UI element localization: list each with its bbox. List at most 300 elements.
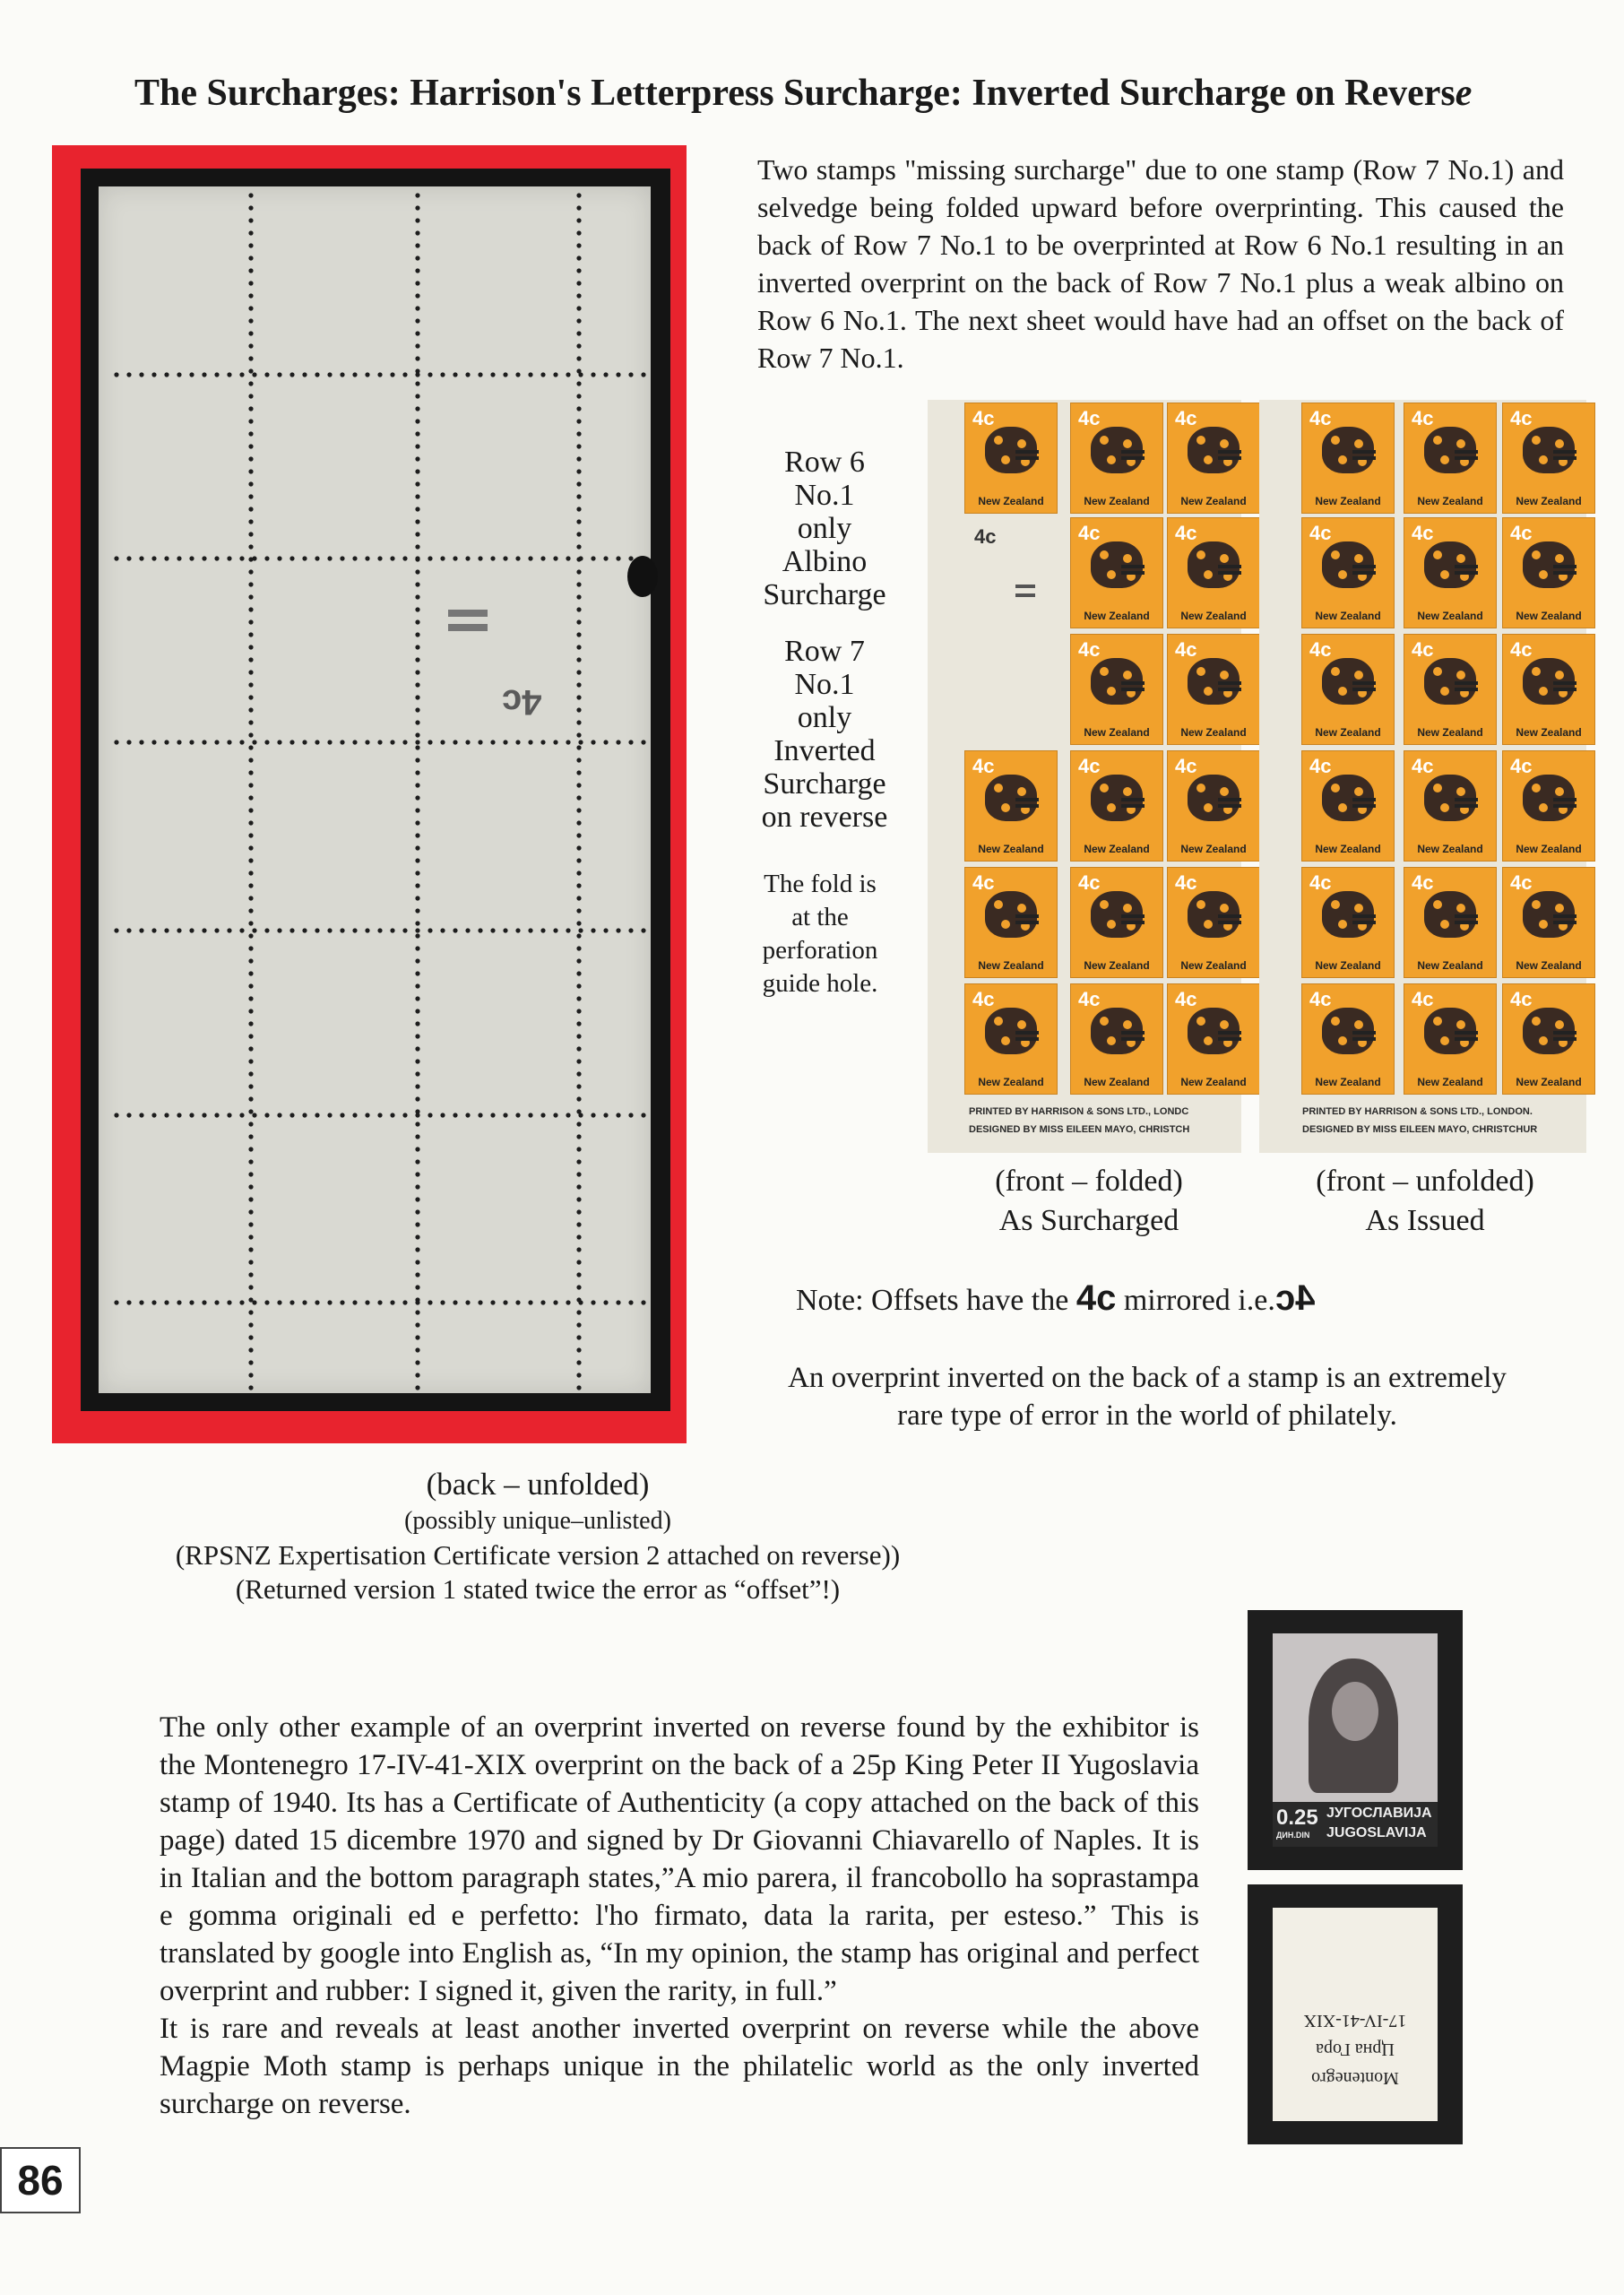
- perforation-dot: [415, 707, 419, 712]
- perforation-dot: [114, 740, 118, 744]
- perforation-dot: [302, 1113, 307, 1117]
- perforation-dot: [327, 556, 332, 560]
- surcharge-bars: [1352, 681, 1376, 685]
- perforation-dot: [576, 268, 581, 273]
- perforation-dot: [252, 740, 256, 744]
- caption-line: (Returned version 1 stated twice the error as “offset”!): [235, 1573, 841, 1605]
- perforation-dot: [415, 933, 419, 938]
- perforation-dot: [415, 928, 419, 932]
- perforation-dot: [248, 343, 253, 348]
- perforation-dot: [576, 582, 581, 586]
- perforation-dot: [576, 519, 581, 524]
- perforation-dot: [465, 372, 470, 377]
- perforation-dot: [576, 1260, 581, 1264]
- perforation-dot: [576, 1046, 581, 1051]
- perforation-dot: [453, 740, 457, 744]
- perforation-dot: [415, 908, 419, 913]
- stamp-value: 4c: [1309, 871, 1332, 894]
- perforation-dot: [578, 372, 583, 377]
- perforation-dot: [415, 958, 419, 963]
- stamp: [1071, 518, 1162, 628]
- perforation-dot: [415, 1360, 419, 1364]
- perforation-dot: [415, 1234, 419, 1239]
- perforation-dot: [578, 556, 583, 560]
- perforation-dot: [415, 1071, 419, 1076]
- perforation-dot: [365, 372, 369, 377]
- perforation-dot: [591, 740, 595, 744]
- row7-label-line: Surcharge: [763, 767, 886, 801]
- perforation-dot: [248, 444, 253, 448]
- king-face: [1332, 1682, 1378, 1741]
- perforation-dot: [440, 556, 445, 560]
- offset-note: [796, 1278, 1315, 1319]
- back-sheet-image: [99, 186, 651, 1393]
- perforation-dot: [576, 1009, 581, 1013]
- row6-label: [744, 446, 905, 611]
- perforation-dot: [248, 218, 253, 222]
- perforation-dot: [214, 740, 219, 744]
- perforation-dot: [603, 372, 608, 377]
- stamp: [1168, 635, 1259, 744]
- perforation-dot: [248, 494, 253, 498]
- stamp: [1071, 403, 1162, 513]
- perforation-dot: [576, 670, 581, 674]
- perforation-dot: [239, 928, 244, 932]
- perforation-dot: [415, 619, 419, 624]
- stamp-country: New Zealand: [978, 843, 1044, 855]
- perforation-dot: [277, 1300, 281, 1304]
- perforation-dot: [576, 1247, 581, 1251]
- perforation-dot: [540, 740, 545, 744]
- perforation-dot: [248, 758, 253, 762]
- perforation-dot: [415, 1147, 419, 1151]
- perforation-dot: [248, 1071, 253, 1076]
- perforation-dot: [515, 928, 520, 932]
- stamp-country: New Zealand: [1084, 726, 1150, 739]
- perforation-dot: [515, 556, 520, 560]
- perforation-dot: [248, 983, 253, 988]
- perforation-dot: [591, 372, 595, 377]
- perforation-dot: [415, 1385, 419, 1390]
- stamp-value: 4c: [1309, 755, 1332, 777]
- perforation-dot: [478, 928, 482, 932]
- surcharge-bars: [1455, 798, 1478, 801]
- perforation-dot: [302, 556, 307, 560]
- perforation-dot: [576, 1373, 581, 1377]
- stamp-value: 4c: [1175, 755, 1197, 777]
- perforation-dot: [202, 556, 206, 560]
- perforation-dot: [576, 908, 581, 913]
- row6-label-line: Surcharge: [763, 578, 886, 611]
- inverted-overprint: [1273, 2006, 1438, 2092]
- perforation-dot: [576, 205, 581, 210]
- perforation-dot: [453, 372, 457, 377]
- stamp: [1503, 518, 1594, 628]
- perforation-dot: [248, 306, 253, 310]
- perforation-dot: [340, 928, 344, 932]
- perforation-dot: [390, 740, 394, 744]
- perforation-dot: [415, 670, 419, 674]
- perforation-dot: [302, 372, 307, 377]
- perforation-dot: [377, 1113, 382, 1117]
- perforation-dot: [628, 372, 633, 377]
- stamp-value: 4c: [1510, 407, 1533, 429]
- perforation-dot: [478, 740, 482, 744]
- surcharge-bars: [1352, 1031, 1376, 1035]
- stamp-country-cyrillic: ЈУГОСЛАВИЈА: [1326, 1806, 1432, 1821]
- yugoslavia-stamp-back: [1273, 1908, 1438, 2121]
- perforation-dot: [415, 419, 419, 423]
- perforation-dot: [415, 758, 419, 762]
- stamp: [1302, 868, 1394, 977]
- stamp: [1071, 984, 1162, 1094]
- perforation-dot: [415, 343, 419, 348]
- perforation-dot: [248, 883, 253, 888]
- perforation-dot: [264, 740, 269, 744]
- perforation-dot: [327, 928, 332, 932]
- perforation-dot: [415, 394, 419, 398]
- note-text: mirrored i.e.: [1116, 1284, 1275, 1317]
- overprint-line: 17-IV-41-XIX: [1303, 2011, 1407, 2031]
- perforation-dot: [248, 1084, 253, 1088]
- perforation-dot: [340, 740, 344, 744]
- perforation-dot: [576, 594, 581, 599]
- perforation-dot: [576, 745, 581, 749]
- stamp-value: 4c: [1078, 871, 1101, 894]
- perforation-dot: [553, 556, 557, 560]
- perforation-dot: [164, 556, 168, 560]
- perforation-dot: [248, 1347, 253, 1352]
- perforation-dot: [576, 758, 581, 762]
- surcharge-bars: [1218, 914, 1241, 918]
- perforation-dot: [591, 556, 595, 560]
- perforation-dot: [415, 1134, 419, 1139]
- perforation-dot: [126, 1300, 131, 1304]
- perforation-dot: [248, 645, 253, 649]
- perforation-dot: [415, 820, 419, 825]
- perforation-dot: [248, 933, 253, 938]
- perforation-dot: [277, 928, 281, 932]
- row7-label-line: only: [797, 701, 852, 734]
- stamp-country: New Zealand: [1417, 495, 1483, 507]
- perforation-dot: [641, 1300, 645, 1304]
- perforation-dot: [415, 306, 419, 310]
- perforation-dot: [151, 1300, 156, 1304]
- perforation-dot: [576, 1285, 581, 1289]
- perforation-dot: [576, 632, 581, 637]
- surcharge-bars: [1121, 681, 1145, 685]
- perforation-dot: [214, 556, 219, 560]
- perforation-dot: [440, 1113, 445, 1117]
- perforation-dot: [177, 1113, 181, 1117]
- perforation-dot: [248, 732, 253, 737]
- perforation-dot: [465, 740, 470, 744]
- perforation-dot: [415, 569, 419, 574]
- surcharge-bars: [1121, 914, 1145, 918]
- rarity-statement: An overprint inverted on the back of a stamp is an extremely rare type of error in the world of philately.: [788, 1362, 1507, 1432]
- perforation-dot: [248, 481, 253, 486]
- imprint-line: PRINTED BY HARRISON & SONS LTD., LONDC: [969, 1106, 1189, 1117]
- stamp: [1302, 635, 1394, 744]
- perforation-dot: [248, 1122, 253, 1126]
- perforation-dot: [289, 1300, 294, 1304]
- perforation-dot: [576, 732, 581, 737]
- surcharge-bars: [1121, 1031, 1145, 1035]
- main-description: Two stamps "missing surcharge" due to one stamp (Row 7 No.1) and selvedge being folded upward before overprinting. This caused the back of Row 7 No.1 to be overprinted at Row 6 No.1 resulting in an inverted overprint on the back of Row 7 No.1 plus a weak albino on Row 6 No.1. The next sheet would have had an offset on the back of Row 7 No.1.: [757, 153, 1564, 374]
- surcharge-bars: [1218, 798, 1241, 801]
- perforation-dot: [352, 556, 357, 560]
- perforation-dot: [415, 1021, 419, 1026]
- perforation-dot: [289, 928, 294, 932]
- perforation-dot: [248, 1360, 253, 1364]
- perforation-dot: [415, 745, 419, 749]
- perforation-dot: [576, 958, 581, 963]
- stamp-country: New Zealand: [1084, 495, 1150, 507]
- perforation-dot: [576, 695, 581, 699]
- perforation-dot: [415, 946, 419, 950]
- perforation-dot: [248, 1247, 253, 1251]
- imprint: [969, 1103, 1189, 1139]
- perforation-dot: [248, 783, 253, 787]
- row7-label-line: on reverse: [761, 801, 888, 834]
- stamp: [1503, 984, 1594, 1094]
- perforation-dot: [248, 193, 253, 197]
- perforation-dot: [576, 1347, 581, 1352]
- perforation-dot: [415, 1247, 419, 1251]
- perforation-dot: [415, 896, 419, 900]
- perforation-dot: [248, 582, 253, 586]
- perforation-dot: [576, 1147, 581, 1151]
- perforation-dot: [189, 1300, 194, 1304]
- perforation-dot: [189, 372, 194, 377]
- perforation-dot: [248, 670, 253, 674]
- stamp-denomination: ДИН.DIN: [1276, 1831, 1310, 1840]
- surcharge-bars: [1455, 565, 1478, 568]
- perforation-dot: [248, 1272, 253, 1277]
- perforation-dot: [415, 870, 419, 875]
- perforation-dot: [248, 419, 253, 423]
- perforation-dot: [248, 1222, 253, 1226]
- stamp-country: New Zealand: [1315, 843, 1381, 855]
- perforation-dot: [490, 740, 495, 744]
- stamp: [1503, 868, 1594, 977]
- perforation-grid: [99, 186, 651, 1393]
- perforation-dot: [177, 740, 181, 744]
- perforation-dot: [603, 740, 608, 744]
- perforation-dot: [616, 1113, 620, 1117]
- perforation-dot: [177, 556, 181, 560]
- perforation-dot: [576, 820, 581, 825]
- perforation-dot: [576, 1184, 581, 1189]
- stamp-value: 4c: [1412, 755, 1434, 777]
- perforation-dot: [578, 1113, 583, 1117]
- perforation-dot: [616, 1300, 620, 1304]
- perforation-dot: [490, 928, 495, 932]
- surcharge-bars: [1455, 1031, 1478, 1035]
- row6-label-line: Row 6: [784, 446, 865, 479]
- perforation-dot: [576, 1209, 581, 1214]
- stamp-value: 4c: [1412, 407, 1434, 429]
- surcharge-bars: [1553, 450, 1576, 454]
- caption-line: (front – folded): [995, 1165, 1183, 1198]
- stamp: [1404, 518, 1496, 628]
- perforation-dot: [248, 1285, 253, 1289]
- perforation-dot: [415, 431, 419, 436]
- stamp-value: 4c: [972, 988, 995, 1010]
- perforation-dot: [453, 556, 457, 560]
- perforation-dot: [415, 281, 419, 285]
- stamp: [1404, 751, 1496, 861]
- perforation-dot: [465, 928, 470, 932]
- imprint: [1302, 1103, 1537, 1139]
- perforation-dot: [576, 682, 581, 687]
- perforation-dot: [202, 372, 206, 377]
- perforation-dot: [248, 707, 253, 712]
- perforation-dot: [415, 594, 419, 599]
- perforation-dot: [151, 928, 156, 932]
- note-value: 4c: [1075, 1278, 1117, 1318]
- perforation-dot: [415, 1172, 419, 1176]
- perforation-dot: [415, 406, 419, 411]
- perforation-dot: [227, 1113, 231, 1117]
- stamp-country: New Zealand: [1084, 1076, 1150, 1088]
- stamp: [965, 751, 1057, 861]
- perforation-dot: [415, 356, 419, 360]
- perforation-dot: [578, 740, 583, 744]
- perforation-dot: [248, 833, 253, 837]
- perforation-dot: [340, 1113, 344, 1117]
- stamp-country: New Zealand: [1084, 959, 1150, 972]
- perforation-dot: [576, 481, 581, 486]
- perforation-dot: [591, 1300, 595, 1304]
- perforation-dot: [315, 740, 319, 744]
- perforation-dot: [164, 928, 168, 932]
- stamp-value: 4c: [1309, 407, 1332, 429]
- perforation-dot: [428, 928, 432, 932]
- perforation-dot: [239, 556, 244, 560]
- perforation-dot: [528, 1113, 532, 1117]
- perforation-dot: [603, 1300, 608, 1304]
- perforation-dot: [248, 594, 253, 599]
- perforation-dot: [252, 1300, 256, 1304]
- perforation-dot: [248, 1260, 253, 1264]
- perforation-dot: [390, 372, 394, 377]
- perforation-dot: [566, 1113, 570, 1117]
- stamp-country: New Zealand: [1516, 610, 1582, 622]
- perforation-dot: [528, 1300, 532, 1304]
- perforation-dot: [415, 1034, 419, 1038]
- note-mirrored-value: 4c: [1274, 1278, 1316, 1318]
- perforation-dot: [248, 507, 253, 511]
- perforation-dot: [415, 1209, 419, 1214]
- inverted-surcharge: 4c: [502, 682, 542, 722]
- perforation-dot: [248, 1385, 253, 1390]
- perforation-dot: [576, 306, 581, 310]
- perforation-dot: [327, 1300, 332, 1304]
- perforation-dot: [352, 1300, 357, 1304]
- perforation-dot: [214, 1113, 219, 1117]
- perforation-dot: [164, 372, 168, 377]
- stamp-value: 4c: [972, 871, 995, 894]
- stamp-value: 4c: [1309, 522, 1332, 544]
- perforation-dot: [576, 720, 581, 724]
- perforation-dot: [515, 372, 520, 377]
- caption-line: As Surcharged: [998, 1204, 1179, 1237]
- perforation-dot: [478, 1113, 482, 1117]
- perforation-dot: [576, 645, 581, 649]
- perforation-dot: [390, 928, 394, 932]
- perforation-dot: [478, 1300, 482, 1304]
- perforation-dot: [415, 682, 419, 687]
- perforation-dot: [248, 1197, 253, 1201]
- perforation-dot: [515, 1300, 520, 1304]
- stamp: [965, 984, 1057, 1094]
- perforation-dot: [576, 858, 581, 862]
- perforation-dot: [415, 783, 419, 787]
- perforation-dot: [576, 406, 581, 411]
- perforation-dot: [490, 1300, 495, 1304]
- stamp: [965, 403, 1057, 513]
- stamp-value: 4c: [1078, 638, 1101, 661]
- imprint-line: DESIGNED BY MISS EILEEN MAYO, CHRISTCH: [969, 1124, 1190, 1135]
- perforation-dot: [277, 740, 281, 744]
- perforation-dot: [114, 556, 118, 560]
- perforation-dot: [214, 1300, 219, 1304]
- stamp: [1168, 518, 1259, 628]
- perforation-dot: [402, 740, 407, 744]
- perforation-dot: [248, 1109, 253, 1113]
- perforation-dot: [264, 928, 269, 932]
- perforation-dot: [248, 745, 253, 749]
- caption-line: (RPSNZ Expertisation Certificate version 2 attached on reverse)): [175, 1539, 901, 1571]
- perforation-dot: [327, 740, 332, 744]
- stamp: [1168, 751, 1259, 861]
- perforation-dot: [248, 356, 253, 360]
- caption-line: (front – unfolded): [1316, 1165, 1534, 1198]
- stamp-value: 4c: [1078, 988, 1101, 1010]
- perforation-dot: [151, 740, 156, 744]
- perforation-dot: [377, 1300, 382, 1304]
- perforation-dot: [352, 740, 357, 744]
- caption-line: (possibly unique–unlisted): [404, 1507, 671, 1535]
- stamp: [1071, 635, 1162, 744]
- stamp-value: 4c: [1175, 638, 1197, 661]
- perforation-dot: [415, 519, 419, 524]
- perforation-dot: [415, 1373, 419, 1377]
- perforation-dot: [164, 1300, 168, 1304]
- perforation-dot: [248, 896, 253, 900]
- perforation-dot: [415, 193, 419, 197]
- perforation-dot: [277, 372, 281, 377]
- perforation-dot: [402, 1113, 407, 1117]
- perforation-dot: [415, 983, 419, 988]
- perforation-dot: [415, 1009, 419, 1013]
- perforation-dot: [576, 356, 581, 360]
- perforation-dot: [616, 740, 620, 744]
- perforation-dot: [248, 394, 253, 398]
- perforation-dot: [248, 720, 253, 724]
- perforation-dot: [503, 740, 507, 744]
- perforation-dot: [264, 556, 269, 560]
- caption-line: (back – unfolded): [426, 1467, 650, 1502]
- row7-label-line: Inverted: [773, 734, 876, 767]
- stamp-value: 4c: [1175, 871, 1197, 894]
- perforation-dot: [248, 532, 253, 536]
- perforation-dot: [503, 372, 507, 377]
- perforation-dot: [151, 372, 156, 377]
- perforation-dot: [248, 1096, 253, 1101]
- perforation-dot: [576, 218, 581, 222]
